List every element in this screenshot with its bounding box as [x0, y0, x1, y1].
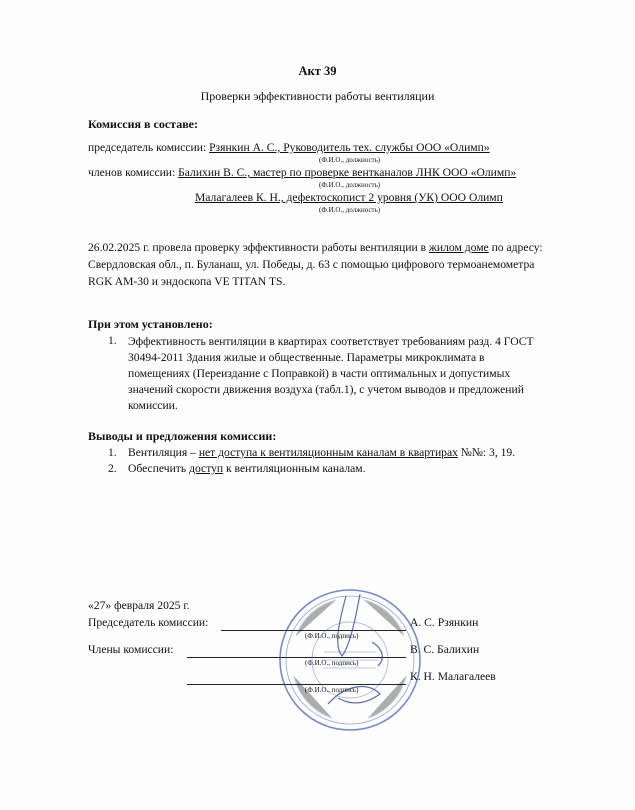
- sign-member2-name: К. Н. Малагалеев: [410, 670, 496, 683]
- chair-line: [88, 141, 490, 154]
- conclusion2-number: 2.: [108, 462, 117, 475]
- sign-members-label: Члены комиссии:: [88, 643, 174, 656]
- member1-caption: (Ф.И.О., должность): [319, 181, 381, 189]
- intro-text: 26.02.2025 г. провела проверку эффективности работы вентиляции в: [88, 241, 429, 254]
- intro-line-1: [88, 241, 543, 254]
- signature-marks: [328, 594, 382, 704]
- conclusion2-text: [128, 462, 366, 475]
- member2-caption: (Ф.И.О., должность): [319, 206, 381, 214]
- chair-value: Рзянкин А. С., Руководитель тех. службы ООО «Олимп»: [209, 141, 490, 154]
- commission-heading: Комиссия в составе:: [88, 117, 198, 131]
- chair-caption: (Ф.И.О., должность): [319, 156, 381, 164]
- conclusion1-tail: №№: 3, 19.: [457, 446, 516, 459]
- conclusion2-underlined: доступ: [189, 462, 224, 475]
- found-item-number: 1.: [108, 334, 117, 347]
- intro-underlined: жилом доме: [428, 241, 489, 254]
- found-line: Эффективность вентиляции в квартирах соответствует требованиям разд. 4 ГОСТ: [128, 335, 534, 348]
- sign-member1-name: В. С. Балихин: [410, 643, 480, 656]
- found-item-text: [128, 334, 598, 414]
- document-title: Акт 39: [298, 64, 337, 78]
- intro-text-end: по адресу:: [488, 241, 543, 254]
- conclusions-heading: Выводы и предложения комиссии:: [88, 429, 277, 443]
- conclusion1-text: [128, 446, 515, 459]
- intro-line-3: RGK AM-30 и эндоскопа VE TITAN TS.: [88, 275, 286, 288]
- member2-value: Малагалеев К. Н., дефектоскопист 2 уровня (УК) ООО Олимп: [195, 191, 503, 204]
- conclusion1-number: 1.: [108, 446, 117, 459]
- found-line: помещениях (Переиздание с Поправкой) в части оптимальных и допустимых: [128, 367, 511, 380]
- sign-member2-caption: (Ф.И.О., подпись): [305, 686, 359, 694]
- conclusion1-lead: Вентиляция –: [128, 446, 199, 459]
- members-prefix: членов комиссии:: [88, 166, 179, 179]
- organization-stamp-icon: [276, 586, 424, 734]
- conclusion2-tail: к вентиляционным каналам.: [223, 462, 366, 475]
- conclusion1-underlined: нет доступа к вентиляционным каналам в квартирах: [198, 446, 458, 459]
- conclusion2-lead: Обеспечить: [128, 462, 190, 475]
- found-heading: При этом установлено:: [88, 317, 213, 331]
- found-line: значений скорости движения воздуха (табл.1), с учетом выводов и предложений: [128, 383, 524, 396]
- found-line: 30494-2011 Здания жилые и общественные. Параметры микроклимата в: [128, 351, 485, 364]
- chair-prefix: председатель комиссии:: [88, 141, 210, 154]
- sign-chair-label: Председатель комиссии:: [88, 616, 209, 629]
- found-line: комиссии.: [128, 399, 178, 412]
- sign-chair-caption: (Ф.И.О., подпись): [305, 632, 359, 640]
- intro-line-2: Свердловская обл., п. Буланаш, ул. Победы, д. 63 с помощью цифрового термоанемометра: [88, 258, 535, 271]
- document-subtitle: Проверки эффективности работы вентиляции: [200, 89, 435, 103]
- member1-line: [88, 166, 516, 179]
- member1-value: Балихин В. С., мастер по проверке вентканалов ЛНК ООО «Олимп»: [178, 166, 517, 179]
- sign-member1-caption: (Ф.И.О., подпись): [305, 659, 359, 667]
- sign-chair-name: А. С. Рзянкин: [410, 616, 479, 629]
- signing-date: «27» февраля 2025 г.: [88, 599, 190, 612]
